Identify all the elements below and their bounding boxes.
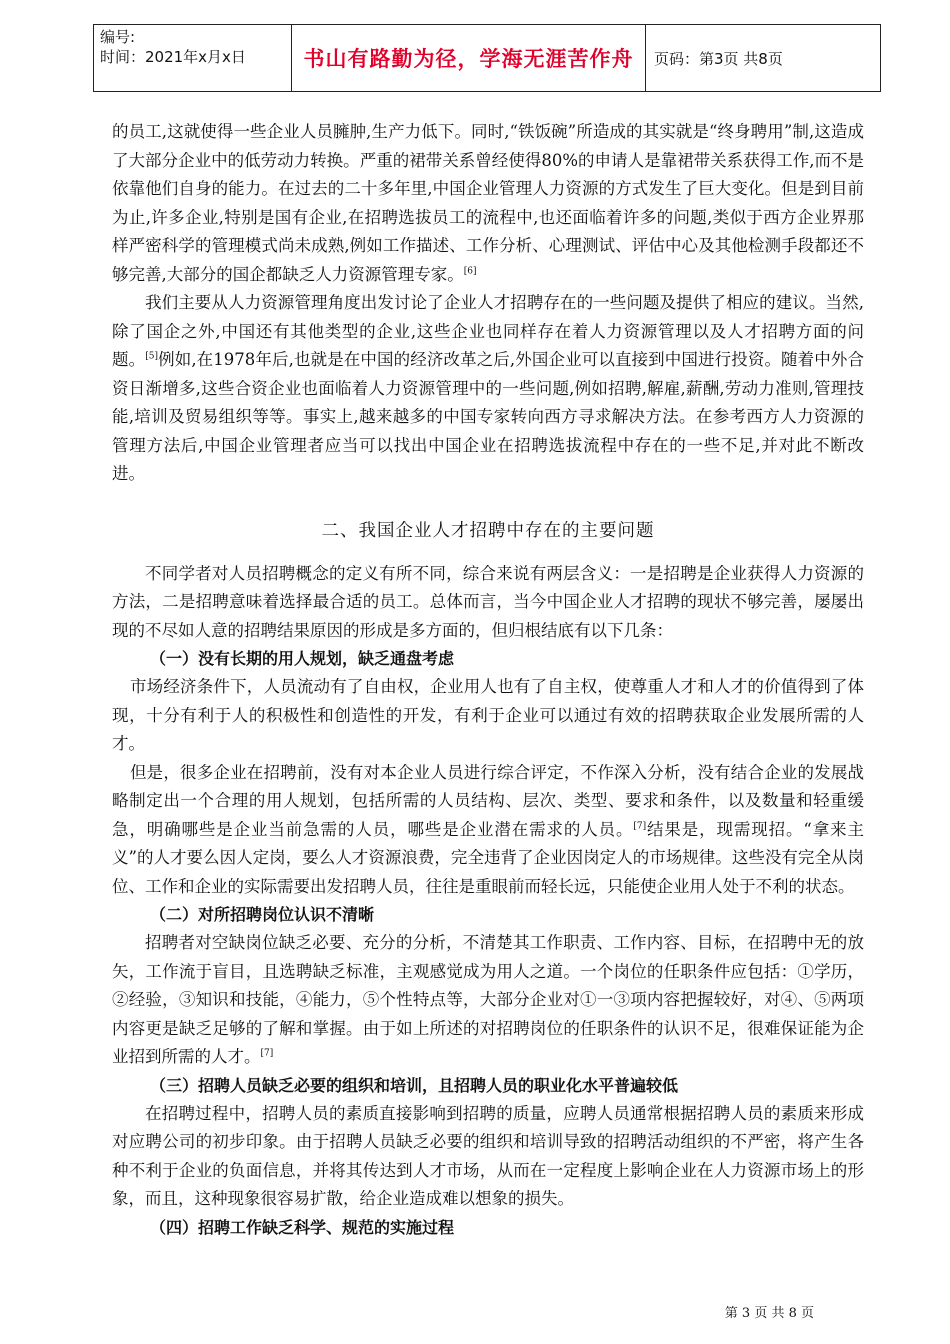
header-motto: 书山有路勤为径，学海无涯苦作舟 [292, 25, 646, 91]
section-title: 二、我国企业人才招聘中存在的主要问题 [321, 520, 655, 541]
paragraph: 我们主要从人力资源管理角度出发讨论了企业人才招聘存在的一些问题及提供了相应的建议。当然,除了国企之外,中国还有其他类型的企业,这些企业也同样存在着人力资源管理以及人才招聘方面的问题。[5]例如,在1978年后,也就是在中国的经济改革之后,外国企业可以直接到中国进行投资。随着中外合资日渐增多,这些合资企业也面临着人力资源管理中的一些问题,例如招聘,解雇,薪酬,劳动力准则,管理技能,培训及贸易组织等等。事实上,越来越多的中国专家转向西方寻求解决方法。在参考西方人力资源的管理方法后,中国企业管理者应当可以找出中国企业在招聘选拔流程中存在的一些不足,并对此不断改进。 [112, 293, 865, 483]
paragraph: 在招聘过程中，招聘人员的素质直接影响到招聘的质量，应聘人员通常根据招聘人员的素质来形成对应聘公司的初步印象。由于招聘人员缺乏必要的组织和培训导致的招聘活动组织的不严密，将产生各种不利于企业的负面信息，并将其传达到人才市场，从而在一定程度上影响企业在人力资源市场上的形象，而且，这种现象很容易扩散，给企业造成难以想象的损失。 [112, 1103, 864, 1208]
footer-page-number: 第 3 页 共 8 页 [724, 1306, 814, 1321]
header-table [93, 24, 881, 92]
paragraph: 但是，很多企业在招聘前，没有对本企业人员进行综合评定，不作深入分析，没有结合企业的发展战略制定出一个合理的用人规划，包括所需的人员结构、层次、类型、要求和条件，以及数量和轻重缓急，明确哪些是企业当前急需的人员，哪些是企业潜在需求的人员。[7]结果是，现需现招。“拿来主义”的人才要么因人定岗，要么人才资源浪费，完全违背了企业因岗定人的市场规律。这些没有完全从岗位、工作和企业的实际需要出发招聘人员，往往是重眼前而轻长远，只能使企业用人处于不利的状态。 [112, 762, 865, 896]
number-label: 编号: [100, 28, 136, 46]
time-label: 时间：2021年x月x日 [100, 48, 246, 66]
document-body [112, 118, 864, 1242]
paragraph: 招聘者对空缺岗位缺乏必要、充分的分析，不清楚其工作职责、工作内容、目标，在招聘中无的放矢，工作流于盲目，且选聘缺乏标准，主观感觉成为用人之道。一个岗位的任职条件应包括：①学历，②经验，③知识和技能，④能力，⑤个性特点等，大部分企业对①一③项内容把握较好，对④、⑤两项内容更是缺乏足够的了解和掌握。由于如上所述的对招聘岗位的任职条件的认识不足，很难保证能为企业招到所需的人才。[7] [112, 933, 864, 1066]
subsection-title: （二）对所招聘岗位认识不清晰 [150, 905, 375, 924]
subsection-title: （三）招聘人员缺乏必要的组织和培训，且招聘人员的职业化水平普遍较低 [150, 1075, 679, 1095]
paragraph: 不同学者对人员招聘概念的定义有所不同，综合来说有两层含义：一是招聘是企业获得人力资源的方法，二是招聘意味着选择最合适的员工。总体而言，当今中国企业人才招聘的现状不够完善，屡屡出现的不尽如人意的招聘结果原因的形成是多方面的，但归根结底有以下几条： [112, 563, 864, 640]
citation: [7] [633, 821, 647, 831]
paragraph: 市场经济条件下，人员流动有了自由权，企业用人也有了自主权，使尊重人才和人才的价值得到了体现，十分有利于人的积极性和创造性的开发，有利于企业可以通过有效的招聘获取企业发展所需的人才。 [112, 677, 864, 753]
citation: [6] [463, 266, 477, 276]
header-meta-cell [94, 25, 292, 91]
subsection-title: （一）没有长期的用人规划，缺乏通盘考虑 [150, 649, 455, 668]
subsection-title: （四）招聘工作缺乏科学、规范的实施过程 [150, 1217, 455, 1237]
header-page-info: 页码：第3页 共8页 [654, 49, 783, 68]
citation: [7] [260, 1048, 274, 1059]
citation: [5] [145, 351, 158, 362]
paragraph: 的员工,这就使得一些企业人员臃肿,生产力低下。同时,“铁饭碗”所造成的其实就是“终身聘用”制,这造成了大部分企业中的低劳动力转换。严重的裙带关系曾经使得80%的申请人是靠裙带关系获得工作,而不是依靠他们自身的能力。在过去的二十多年里,中国企业管理人力资源的方式发生了巨大变化。但是到目前为止,许多企业,特别是国有企业,在招聘选拔员工的流程中,也还面临着许多的问题,类似于西方企业界那样严密科学的管理模式尚未成熟,例如工作描述、工作分析、心理测试、评估中心及其他检测手段都还不够完善,大部分的国企都缺乏人力资源管理专家。[6] [112, 122, 864, 284]
